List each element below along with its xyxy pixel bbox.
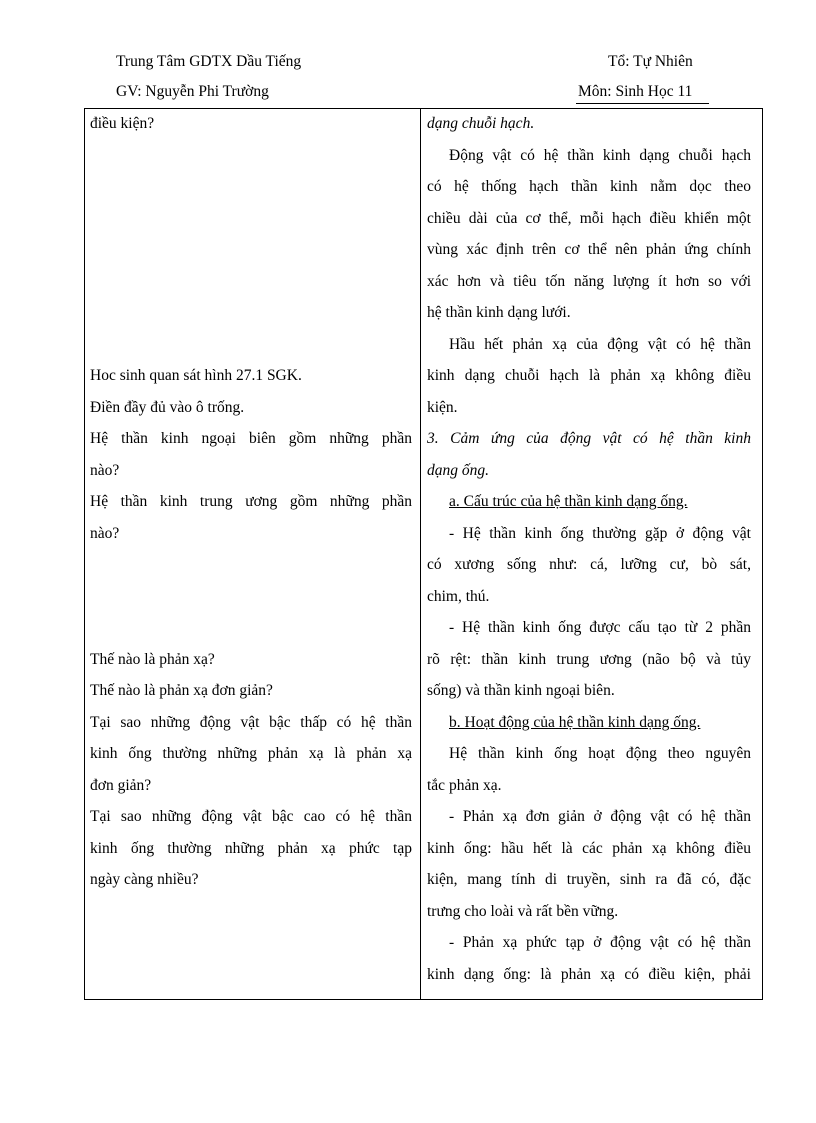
content-line: sống) và thần kinh ngoại biên. — [427, 682, 615, 699]
content-line: - Phản xạ phức tạp ở động vật có hệ thần — [449, 934, 751, 951]
content-line: Hầu hết phản xạ của động vật có hệ thần — [449, 335, 751, 353]
blank-line — [90, 612, 412, 644]
content-line: trưng cho loài và rất bền vững. — [427, 902, 619, 920]
blank-line — [90, 329, 412, 361]
question-line: Hệ thần kinh ngoại biên gồm những phần — [90, 430, 412, 447]
subject-label: Môn: Sinh Học 11 — [578, 83, 693, 100]
content-line: Động vật có hệ thần kinh dạng chuỗi hạch — [449, 146, 751, 164]
question-line: nào? — [90, 461, 120, 479]
teacher-activity-column — [90, 108, 412, 896]
content-line: tắc phản xạ. — [427, 776, 502, 794]
blank-line — [90, 297, 412, 329]
content-line: xác hơn và tiêu tốn năng lượng ít hơn so với — [427, 272, 751, 290]
content-line: - Hệ thần kinh ống được cấu tạo từ 2 phần — [449, 619, 751, 636]
question-line: Thế nào là phản xạ đơn giản? — [90, 682, 273, 699]
content-line: chiều dài của cơ thể, mỗi hạch điều khiển một — [427, 209, 751, 227]
teacher-name: GV: Nguyễn Phi Trường — [116, 83, 269, 100]
question-line: Hoc sinh quan sát hình 27.1 SGK. — [90, 367, 302, 384]
content-line: - Hệ thần kinh ống thường gặp ở động vật — [449, 524, 751, 542]
content-line: kiện, mang tính di truyền, sinh ra đã có, đặc — [427, 871, 751, 888]
question-line: Tại sao những động vật bậc thấp có hệ thần — [90, 713, 412, 731]
lesson-content-column — [427, 108, 751, 990]
question-line: Thế nào là phản xạ? — [90, 650, 215, 668]
department-label: Tổ: Tự Nhiên — [608, 53, 693, 70]
blank-line — [90, 549, 412, 581]
content-line: có hệ thống hạch thần kinh nằm dọc theo — [427, 178, 751, 195]
content-line: kinh ống: hầu hết là các phản xạ không điều — [427, 839, 751, 857]
question-line: Tại sao những động vật bậc cao có hệ thần — [90, 808, 412, 825]
content-line: hệ thần kinh dạng lưới. — [427, 304, 571, 321]
content-line: kinh dạng ống: là phản xạ có điều kiện, phải — [427, 965, 751, 983]
content-line: b. Hoạt động của hệ thần kinh dạng ống. — [449, 713, 701, 731]
content-line: rõ rệt: thần kinh trung ương (não bộ và tủy — [427, 650, 751, 668]
question-line: nào? — [90, 524, 120, 542]
header-rule — [576, 103, 709, 104]
content-line: dạng ống. — [427, 461, 489, 479]
content-line: có xương sống như: cá, lưỡng cư, bò sát, — [427, 556, 751, 573]
blank-line — [90, 203, 412, 235]
blank-line — [90, 266, 412, 298]
content-line: a. Cấu trúc của hệ thần kinh dạng ống. — [449, 493, 688, 510]
blank-line — [90, 234, 412, 266]
blank-line — [90, 581, 412, 613]
question-line: đơn giản? — [90, 776, 152, 794]
question-line: kinh ống thường những phản xạ là phản xạ — [90, 745, 412, 762]
blank-line — [90, 171, 412, 203]
question-line: điều kiện? — [90, 115, 155, 132]
content-line: chim, thú. — [427, 587, 490, 605]
content-line: - Phản xạ đơn giản ở động vật có hệ thần — [449, 808, 751, 825]
content-line: dạng chuỗi hạch. — [427, 115, 535, 132]
content-line: Hệ thần kinh ống hoạt động theo nguyên — [449, 745, 751, 762]
question-line: Hệ thần kinh trung ương gồm những phần — [90, 493, 412, 510]
column-divider — [420, 108, 421, 1000]
school-name: Trung Tâm GDTX Dầu Tiếng — [116, 53, 302, 70]
question-line: kinh ống thường những phản xạ phức tạp — [90, 839, 412, 857]
content-line: kiện. — [427, 398, 458, 416]
content-line: 3. Cảm ứng của động vật có hệ thần kinh — [427, 430, 751, 447]
question-line: Điền đầy đủ vào ô trống. — [90, 398, 245, 416]
content-line: kinh dạng chuỗi hạch là phản xạ không điều — [427, 367, 751, 384]
blank-line — [90, 140, 412, 172]
question-line: ngày càng nhiều? — [90, 871, 199, 888]
content-line: vùng xác định trên cơ thể nên phản ứng chính — [427, 241, 751, 258]
